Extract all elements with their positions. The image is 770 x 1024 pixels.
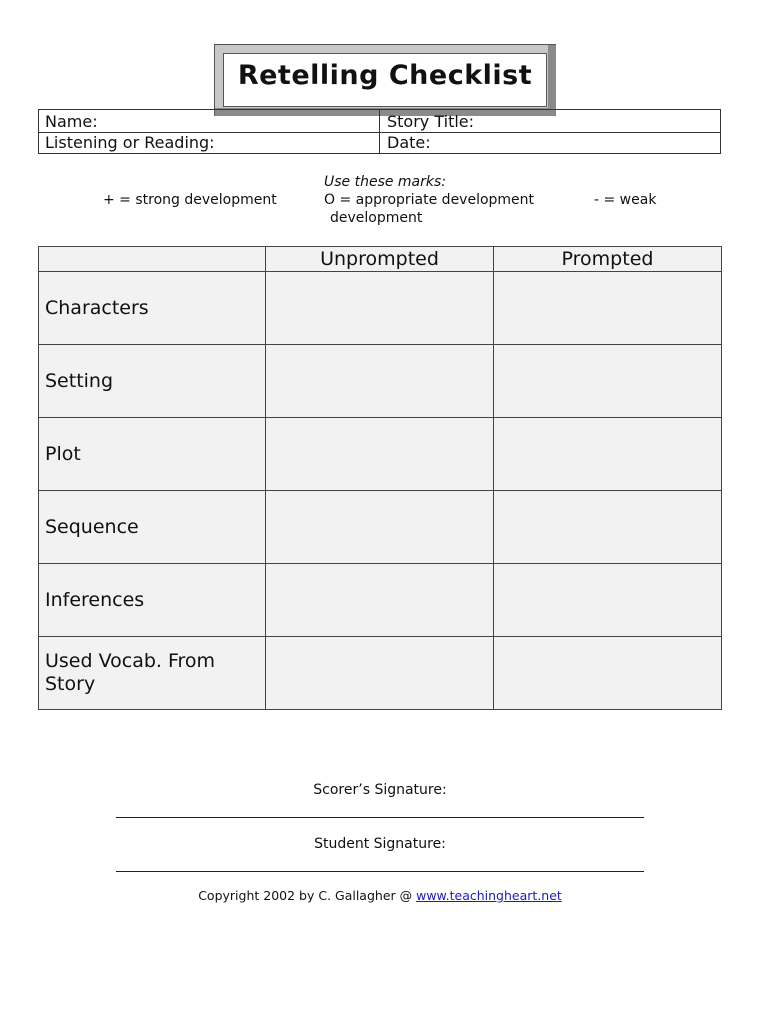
table-row [39,637,722,710]
header-prompted: Prompted [494,247,722,272]
mark-strong: + = strong development [103,192,277,208]
date-field[interactable]: Date: [387,133,431,152]
student-signature-label: Student Signature: [314,836,446,852]
title-frame-inner [223,53,547,107]
unprompted-cell[interactable] [266,345,494,418]
row-label-characters: Characters [39,272,266,345]
unprompted-cell[interactable] [266,418,494,491]
scorer-signature-line[interactable] [116,817,644,818]
prompted-cell[interactable] [494,637,722,710]
student-info-table [38,109,721,154]
page-title-text: Retelling Checklist [237,60,533,91]
unprompted-cell[interactable] [266,564,494,637]
title-frame-shadow-right [548,45,556,115]
prompted-cell[interactable] [494,345,722,418]
unprompted-cell[interactable] [266,637,494,710]
table-row [39,272,722,345]
mark-weak: - = weak [594,192,657,208]
prompted-cell[interactable] [494,272,722,345]
page-title [224,60,546,91]
table-header-row [39,247,722,272]
row-label-setting: Setting [39,345,266,418]
table-row [39,564,722,637]
table-row [39,491,722,564]
name-field[interactable]: Name: [45,112,98,131]
marks-heading: Use these marks: [323,174,447,190]
unprompted-cell[interactable] [266,491,494,564]
title-frame [214,44,556,116]
prompted-cell[interactable] [494,564,722,637]
prompted-cell[interactable] [494,491,722,564]
header-unprompted: Unprompted [266,247,494,272]
teachingheart-link[interactable]: www.teachingheart.net [416,888,562,903]
mark-weak-continued: development [330,210,423,226]
copyright-text: Copyright 2002 by C. Gallagher @ [198,888,417,903]
unprompted-cell[interactable] [266,272,494,345]
scorer-signature-label: Scorer’s Signature: [313,782,447,798]
copyright-footer [0,888,760,903]
mark-appropriate: O = appropriate development [324,192,535,208]
row-label-vocab: Used Vocab. From Story [39,637,266,710]
table-row [39,418,722,491]
row-label-sequence: Sequence [39,491,266,564]
table-row [39,345,722,418]
listening-or-reading-field[interactable]: Listening or Reading: [45,133,215,152]
retelling-checklist-table [38,246,722,710]
prompted-cell[interactable] [494,418,722,491]
row-label-plot: Plot [39,418,266,491]
student-signature-line[interactable] [116,871,644,872]
row-label-inferences: Inferences [39,564,266,637]
story-title-field[interactable]: Story Title: [387,112,475,131]
header-blank [39,247,266,272]
